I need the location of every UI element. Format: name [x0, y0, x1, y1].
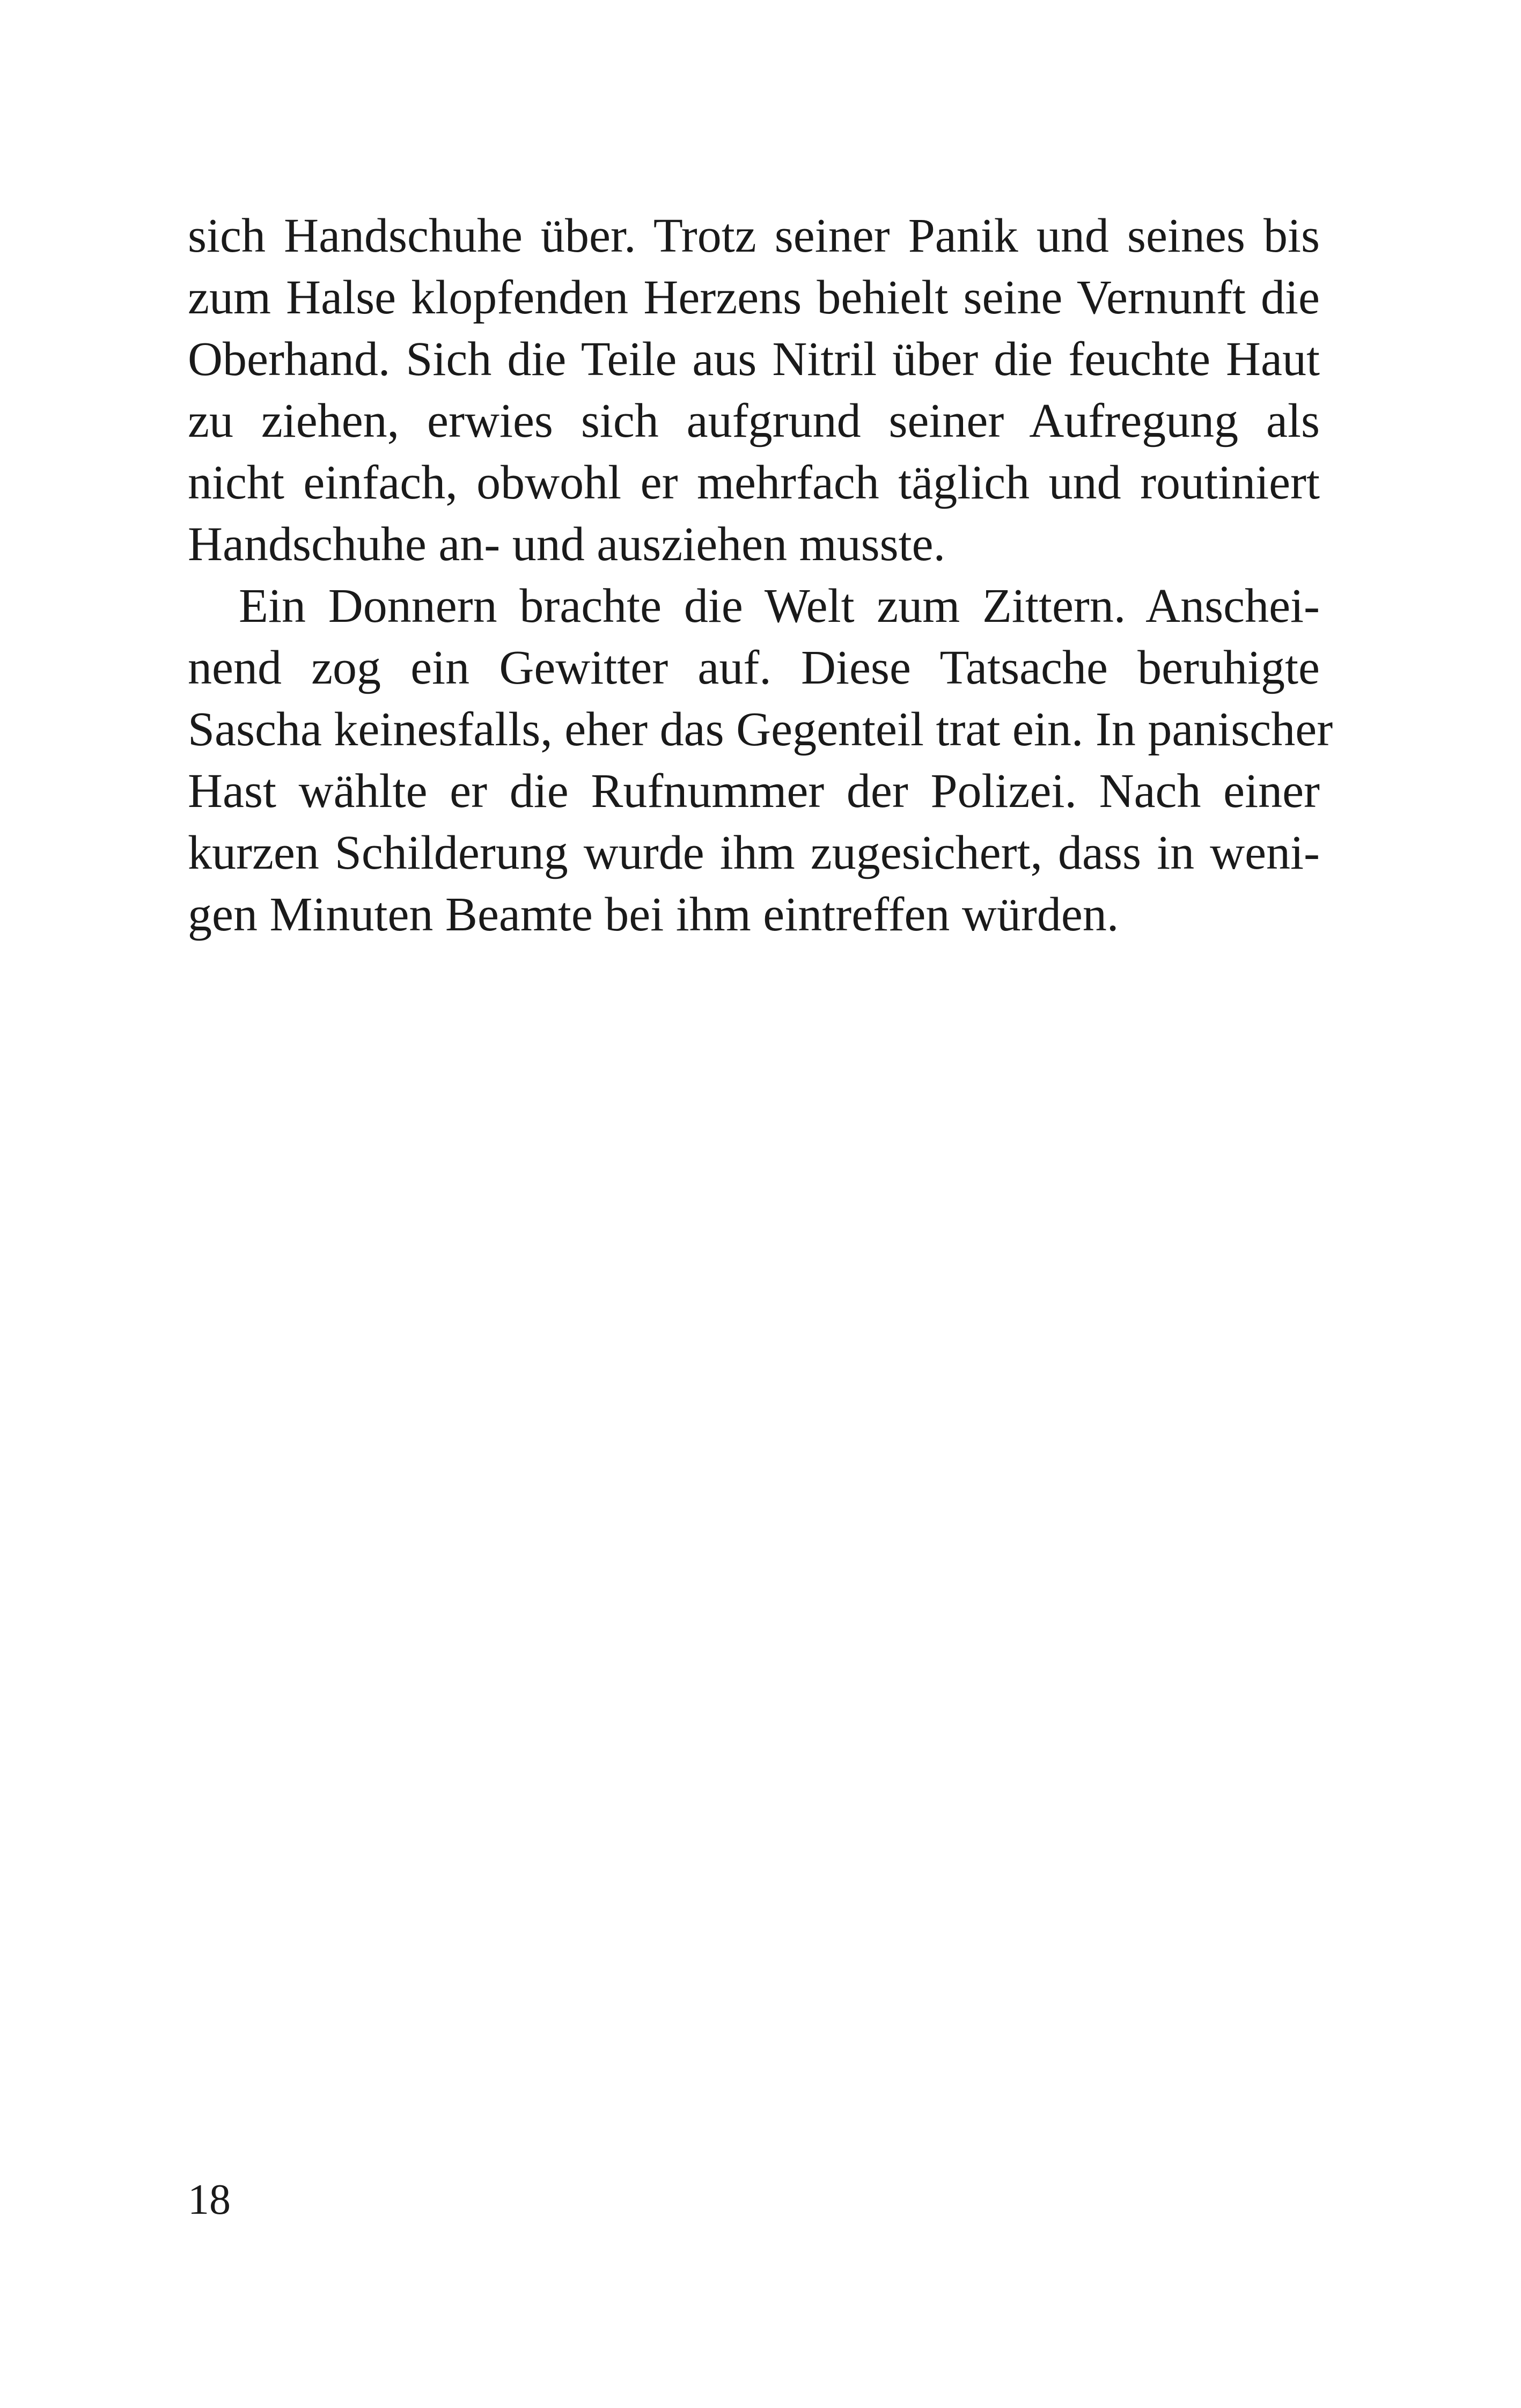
text-line: nicht einfach, obwohl er mehrfach täglich und routiniert [188, 456, 1320, 509]
page-number: 18 [188, 2176, 231, 2223]
text-line: gen Minuten Beamte bei ihm eintreffen würden. [188, 888, 1119, 941]
paragraph-1 [188, 205, 1320, 575]
text-line: sich Handschuhe über. Trotz seiner Panik und seines bis [188, 209, 1320, 262]
text-line: kurzen Schilderung wurde ihm zugesichert, dass in weni- [188, 826, 1320, 879]
text-line: Oberhand. Sich die Teile aus Nitril über die feuchte Haut [188, 333, 1320, 386]
text-line: Hast wählte er die Rufnummer der Polizei. Nach einer [188, 765, 1320, 818]
paragraph-2 [188, 575, 1333, 945]
text-line: nend zog ein Gewitter auf. Diese Tatsache beruhigte [188, 641, 1320, 694]
text-line: Ein Donnern brachte die Welt zum Zittern. Anschei- [239, 579, 1320, 633]
text-line: zu ziehen, erwies sich aufgrund seiner Aufregung als [188, 394, 1320, 447]
text-line: Sascha keinesfalls, eher das Gegenteil trat ein. In panischer [188, 703, 1333, 756]
text-line: Handschuhe an- und ausziehen musste. [188, 518, 946, 571]
text-line: zum Halse klopfenden Herzens behielt seine Vernunft die [188, 271, 1320, 324]
